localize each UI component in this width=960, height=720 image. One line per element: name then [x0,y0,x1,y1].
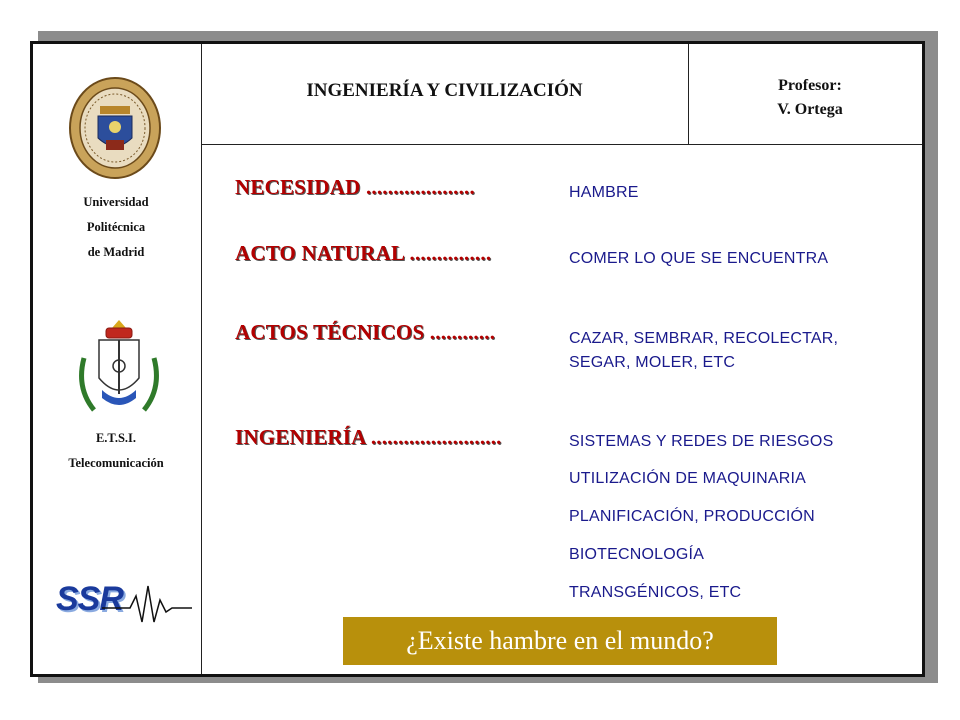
question-banner: ¿Existe hambre en el mundo? [343,617,777,665]
header-bottom-line [201,144,922,145]
professor-name: V. Ortega [777,101,843,118]
school-name: E.T.S.I. Telecomunicación [68,431,164,470]
desc-ingenieria-5: TRANSGÉNICOS, ETC [569,584,742,601]
desc-necesidad: HAMBRE [569,184,639,201]
ssr-logo [52,578,192,628]
desc-acto-natural: COMER LO QUE SE ENCUENTRA [569,250,829,267]
professor-label: Profesor: [778,77,842,94]
term-ingenieria: INGENIERÍA ........................ [235,425,502,449]
desc-actos-tecnicos-2: SEGAR, MOLER, ETC [569,354,736,371]
wave-icon [102,582,192,626]
desc-ingenieria-4: BIOTECNOLOGÍA [569,546,705,563]
term-acto-natural: ACTO NATURAL ............... [235,241,492,265]
term-actos-tecnicos: ACTOS TÉCNICOS ............ [235,320,496,344]
desc-actos-tecnicos-1: CAZAR, SEMBRAR, RECOLECTAR, [569,330,839,347]
desc-ingenieria-3: PLANIFICACIÓN, PRODUCCIÓN [569,508,815,525]
term-necesidad: NECESIDAD .................... [235,175,475,199]
desc-ingenieria-2: UTILIZACIÓN DE MAQUINARIA [569,470,807,487]
upm-seal-logo [68,76,162,180]
etsi-coat-of-arms-logo [74,318,164,418]
desc-ingenieria-1: SISTEMAS Y REDES DE RIESGOS [569,433,834,450]
left-column-divider [201,44,202,674]
university-name: Universidad Politécnica de Madrid [83,195,149,259]
slide-title: INGENIERÍA Y CIVILIZACIÓN [306,80,583,101]
header-divider [688,44,689,144]
professor-block [745,74,875,122]
ssr-logo-text: SSR [56,580,123,618]
